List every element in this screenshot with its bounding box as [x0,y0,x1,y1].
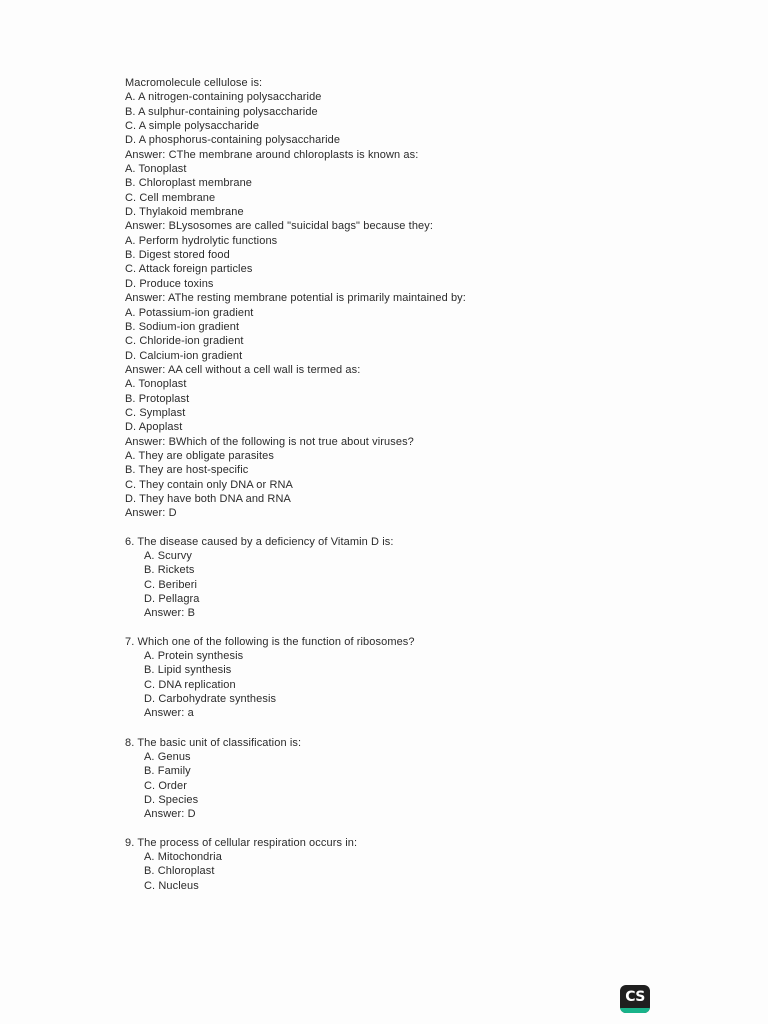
text-line: Macromolecule cellulose is: [125,77,263,89]
logo-text: CS [625,989,645,1005]
option-a: A. Protein synthesis [144,650,244,663]
text-line: A. Perform hydrolytic functions [125,234,278,247]
option-a: A. Scurvy [144,550,192,563]
text-line: Answer: CThe membrane around chloroplasts is known as: [125,148,419,161]
logo-accent-bar [620,1008,650,1013]
question-6 [125,535,645,620]
question-7 [125,635,645,720]
option-b: B. Lipid synthesis [144,664,232,677]
question-stem: 7. Which one of the following is the function of ribosomes? [125,636,415,648]
answer: Answer: D [144,808,196,821]
question-block-1-5 [125,76,645,521]
text-line: D. Calcium-ion gradient [125,349,243,362]
text-line: C. Symplast [125,406,186,419]
option-c: C. DNA replication [144,678,236,691]
text-line: Answer: BWhich of the following is not true about viruses? [125,435,414,448]
text-line: D. Thylakoid membrane [125,206,244,219]
text-line: Answer: AA cell without a cell wall is termed as: [125,363,361,376]
option-a: A. Genus [144,751,191,764]
text-line: B. They are host-specific [125,464,249,477]
text-line: B. Chloroplast membrane [125,177,253,190]
question-8 [125,736,645,821]
question-stem: 6. The disease caused by a deficiency of Vitamin D is: [125,536,394,548]
text-line: A. Tonoplast [125,163,187,176]
text-line: A. A nitrogen-containing polysaccharide [125,91,322,104]
answer: Answer: a [144,707,194,720]
option-b: B. Chloroplast [144,865,215,878]
camscanner-logo-icon [620,985,650,1013]
text-line: A. Potassium-ion gradient [125,306,254,319]
text-line: D. A phosphorus-containing polysaccharide [125,134,341,147]
text-line: B. Sodium-ion gradient [125,320,240,333]
text-line: C. Cell membrane [125,191,216,204]
text-line: Answer: AThe resting membrane potential is primarily maintained by: [125,292,466,305]
text-line: C. A simple polysaccharide [125,120,260,133]
text-line: D. They have both DNA and RNA [125,492,291,505]
text-line: C. Attack foreign particles [125,263,253,276]
text-line: C. They contain only DNA or RNA [125,478,293,491]
option-d: D. Carbohydrate synthesis [144,692,277,705]
text-line: C. Chloride-ion gradient [125,335,244,348]
option-b: B. Rickets [144,564,195,577]
text-line: A. Tonoplast [125,378,187,391]
option-b: B. Family [144,765,191,778]
option-a: A. Mitochondria [144,851,222,864]
text-line: Answer: BLysosomes are called "suicidal bags" because they: [125,220,434,233]
text-line: D. Apoplast [125,421,183,434]
question-stem: 9. The process of cellular respiration occurs in: [125,837,358,849]
text-line: A. They are obligate parasites [125,449,274,462]
text-line: B. Protoplast [125,392,190,405]
question-stem: 8. The basic unit of classification is: [125,737,302,749]
option-d: D. Pellagra [144,592,200,605]
option-c: C. Nucleus [144,879,199,892]
text-line: B. Digest stored food [125,249,230,262]
text-line: D. Produce toxins [125,277,214,290]
answer: Answer: B [144,607,196,620]
option-d: D. Species [144,793,199,806]
option-c: C. Order [144,779,187,792]
text-line: B. A sulphur-containing polysaccharide [125,105,318,118]
option-c: C. Beriberi [144,578,198,591]
text-line: Answer: D [125,507,177,520]
question-9 [125,836,645,893]
